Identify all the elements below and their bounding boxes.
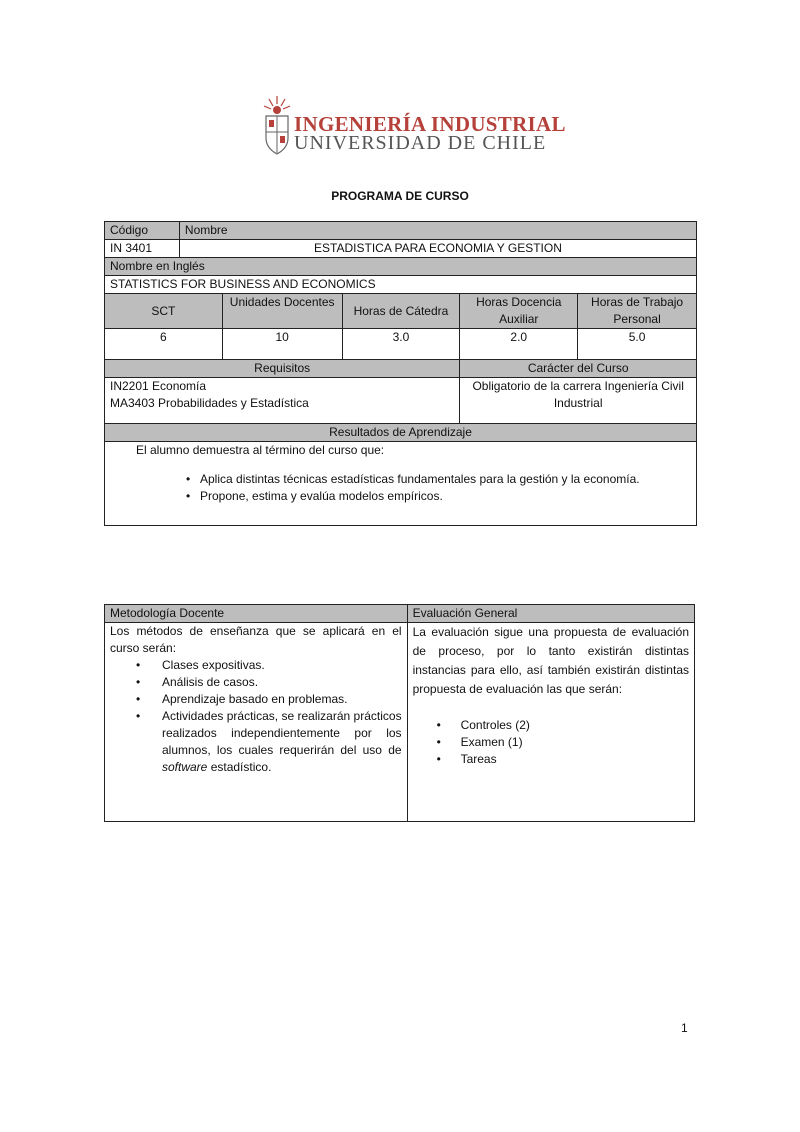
metodologia-body <box>105 623 408 822</box>
list-item: • Propone, estima y evalúa modelos empíricos. <box>182 488 691 505</box>
course-info-table <box>104 221 697 526</box>
university-logo <box>262 94 566 156</box>
list-item: • Examen (1) <box>413 734 689 751</box>
metodologia-header: Metodología Docente <box>105 605 408 623</box>
hours-value-auxiliar: 2.0 <box>460 329 578 360</box>
resultados-intro: El alumno demuestra al término del curso que: <box>136 443 385 457</box>
hours-header-sct: SCT <box>105 294 223 329</box>
list-item: • Tareas <box>413 751 689 768</box>
list-item: • Aprendizaje basado en problemas. <box>110 691 402 708</box>
list-item: • Aplica distintas técnicas estadísticas fundamentales para la gestión y la economía. <box>182 471 691 488</box>
caracter-text: Obligatorio de la carrera Ingeniería Civil Industrial <box>460 378 697 424</box>
list-item: • Controles (2) <box>413 717 689 734</box>
english-name: STATISTICS FOR BUSINESS AND ECONOMICS <box>105 276 697 294</box>
codigo-header: Código <box>105 222 180 240</box>
evaluacion-header: Evaluación General <box>407 605 694 623</box>
hours-header-personal: Horas de Trabajo Personal <box>578 294 697 329</box>
page-number: 1 <box>681 1021 688 1035</box>
hours-value-catedra: 3.0 <box>342 329 460 360</box>
requisitos-header: Requisitos <box>105 360 460 378</box>
hours-header-auxiliar: Horas Docencia Auxiliar <box>460 294 578 329</box>
hours-value-sct: 6 <box>105 329 223 360</box>
resultados-header: Resultados de Aprendizaje <box>105 424 697 442</box>
caracter-header: Carácter del Curso <box>460 360 697 378</box>
requisito-item: IN2201 Economía <box>110 379 207 393</box>
list-item: • Clases expositivas. <box>110 657 402 674</box>
metodologia-last-em: software <box>162 760 208 774</box>
resultados-body <box>105 442 697 526</box>
methods-evaluation-table <box>104 604 695 822</box>
course-name: ESTADISTICA PARA ECONOMIA Y GESTION <box>179 240 696 258</box>
english-name-header: Nombre en Inglés <box>105 258 697 276</box>
hours-header-unidades: Unidades Docentes <box>222 294 342 329</box>
evaluacion-text: La evaluación sigue una propuesta de evaluación de proceso, por lo tanto existirán distintas instancias para ello, así también existirán distintas propuesta de evaluación las que serán: <box>412 625 689 696</box>
metodologia-last-pre: Actividades prácticas, se realizarán prácticos realizados independientemente por los alumnos, los cuales requerirán del uso de <box>162 709 402 757</box>
metodologia-intro: Los métodos de enseñanza que se aplicará en el curso serán: <box>110 624 402 655</box>
list-item: • Análisis de casos. <box>110 674 402 691</box>
list-item <box>110 708 402 776</box>
logo-line-1: INGENIERÍA INDUSTRIAL <box>294 112 566 136</box>
hours-value-unidades: 10 <box>222 329 342 360</box>
requisitos-list <box>105 378 460 424</box>
evaluacion-body <box>407 623 694 822</box>
nombre-header: Nombre <box>179 222 696 240</box>
university-seal-icon <box>262 94 292 156</box>
metodologia-last-post: estadístico. <box>210 760 272 774</box>
page-title: PROGRAMA DE CURSO <box>331 189 469 203</box>
hours-value-personal: 5.0 <box>578 329 697 360</box>
requisito-item: MA3403 Probabilidades y Estadística <box>110 396 309 410</box>
hours-header-catedra: Horas de Cátedra <box>342 294 460 329</box>
logo-line-2: UNIVERSIDAD DE CHILE <box>294 132 547 154</box>
course-code: IN 3401 <box>105 240 180 258</box>
